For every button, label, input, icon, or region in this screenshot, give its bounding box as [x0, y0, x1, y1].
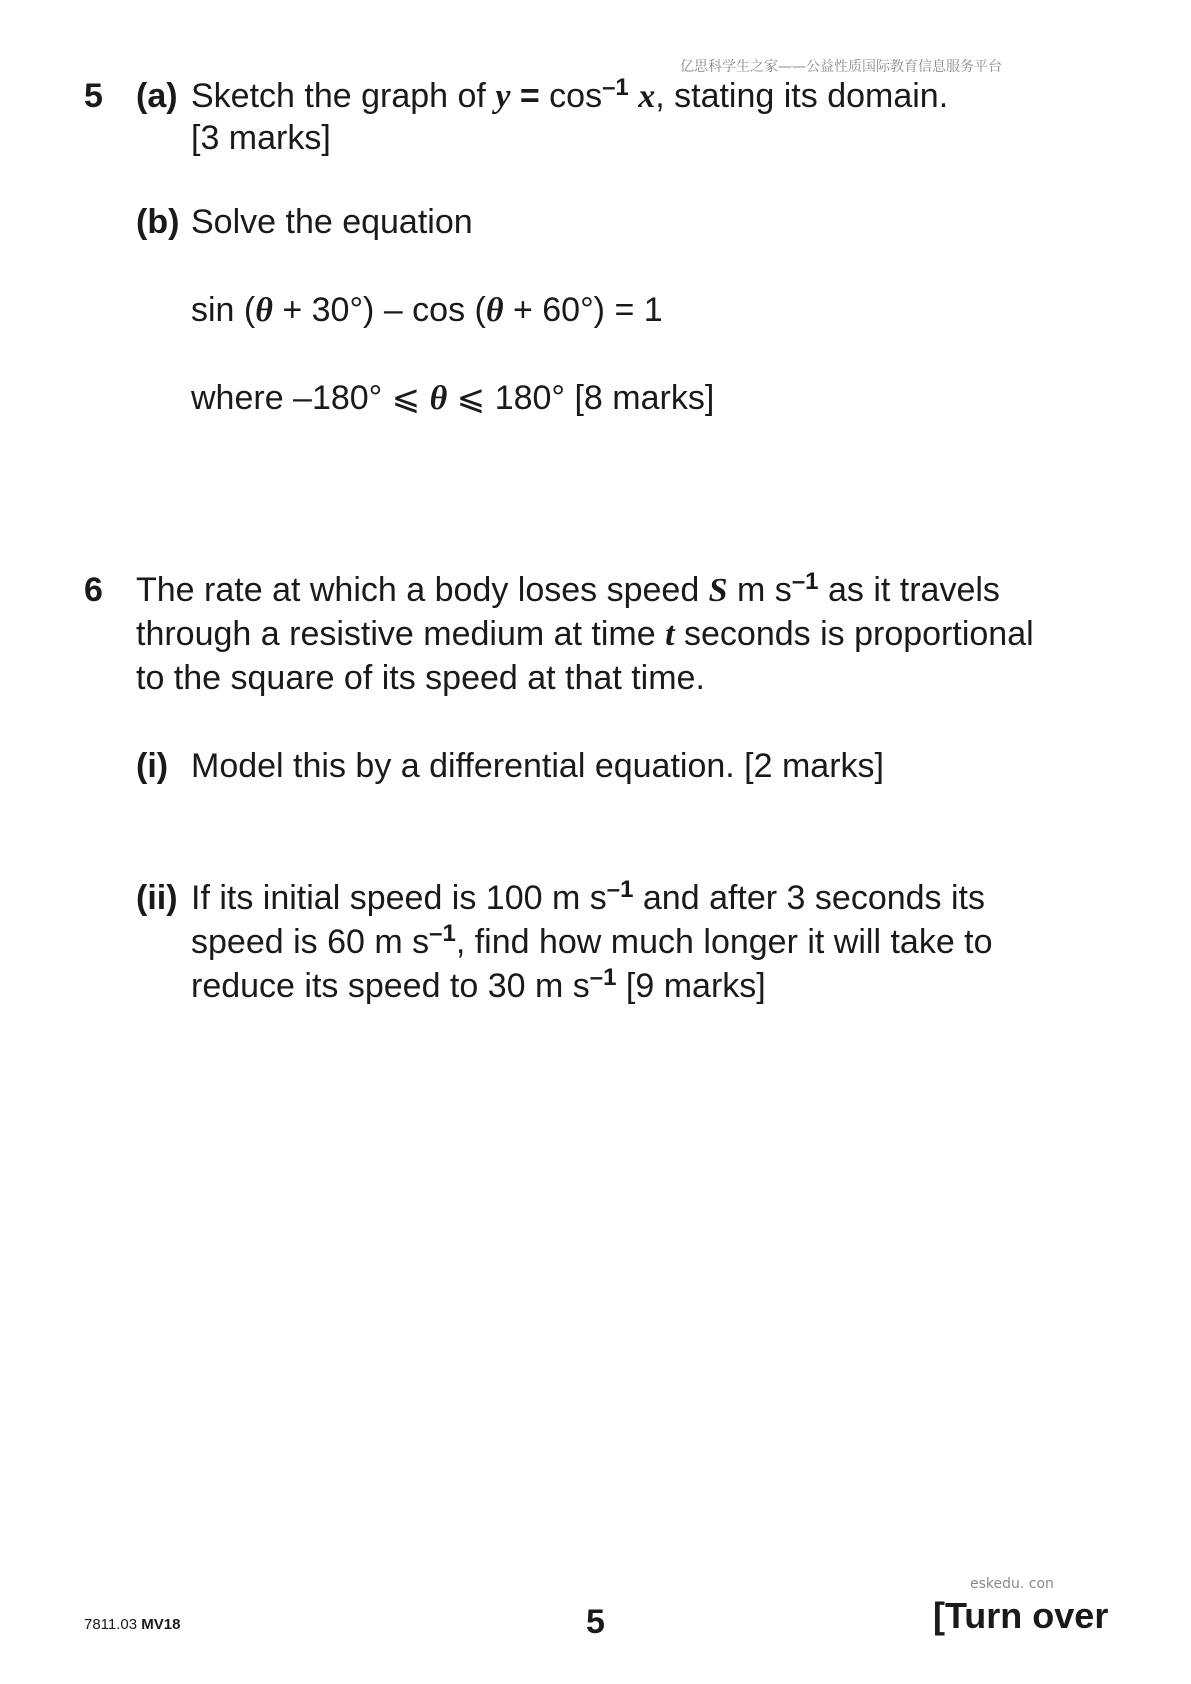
q5-part-a-marks: [3 marks] — [191, 119, 331, 157]
q6-part-ii-line-3: reduce its speed to 30 m $s^{-1}$ [9 marks] — [191, 964, 766, 1005]
q6-stem-line-3: to the square of its speed at that time. — [136, 659, 705, 697]
q6-part-ii-line-2: speed is 60 m $s^{-1}$, find how much longer it will take to — [191, 920, 993, 961]
question-number-5: 5 — [84, 77, 103, 115]
q6-stem-line-1: The rate at which a body loses speed S m $s^{-1}$ as it travels — [136, 568, 1000, 609]
q5-part-a-label: (a) — [136, 77, 178, 115]
page-number: 5 — [586, 1603, 605, 1641]
q6-part-ii-label: (ii) — [136, 879, 178, 917]
question-number-6: 6 — [84, 571, 103, 609]
watermark-header: 亿思科学生之家——公益性质国际教育信息服务平台 — [680, 59, 1002, 75]
q6-part-i-label: (i) — [136, 747, 169, 785]
q5-part-b-intro: Solve the equation — [191, 203, 473, 241]
q6-stem-line-2: through a resistive medium at time t seconds is proportional — [136, 615, 1034, 653]
q5-part-a-text: Sketch the graph of $y = \cos^{-1} x$, stating its domain. — [191, 74, 949, 115]
turn-over-label: [Turn over — [933, 1595, 1109, 1636]
watermark-footer: eskedu. con — [970, 1576, 1054, 1592]
q6-part-i-text: Model this by a differential equation. [2 marks] — [191, 747, 884, 785]
q5-part-b-label: (b) — [136, 203, 180, 241]
q6-part-ii-line-1: If its initial speed is 100 m $s^{-1}$ and after 3 seconds its — [191, 876, 985, 917]
paper-code: 7811.03 MV18 — [84, 1616, 181, 1633]
q5-part-b-range: where –180° ⩽ θ ⩽ 180° [8 marks] — [191, 379, 715, 417]
q5-part-b-equation: sin (θ + 30°) – cos (θ + 60°) = 1 — [191, 291, 663, 329]
